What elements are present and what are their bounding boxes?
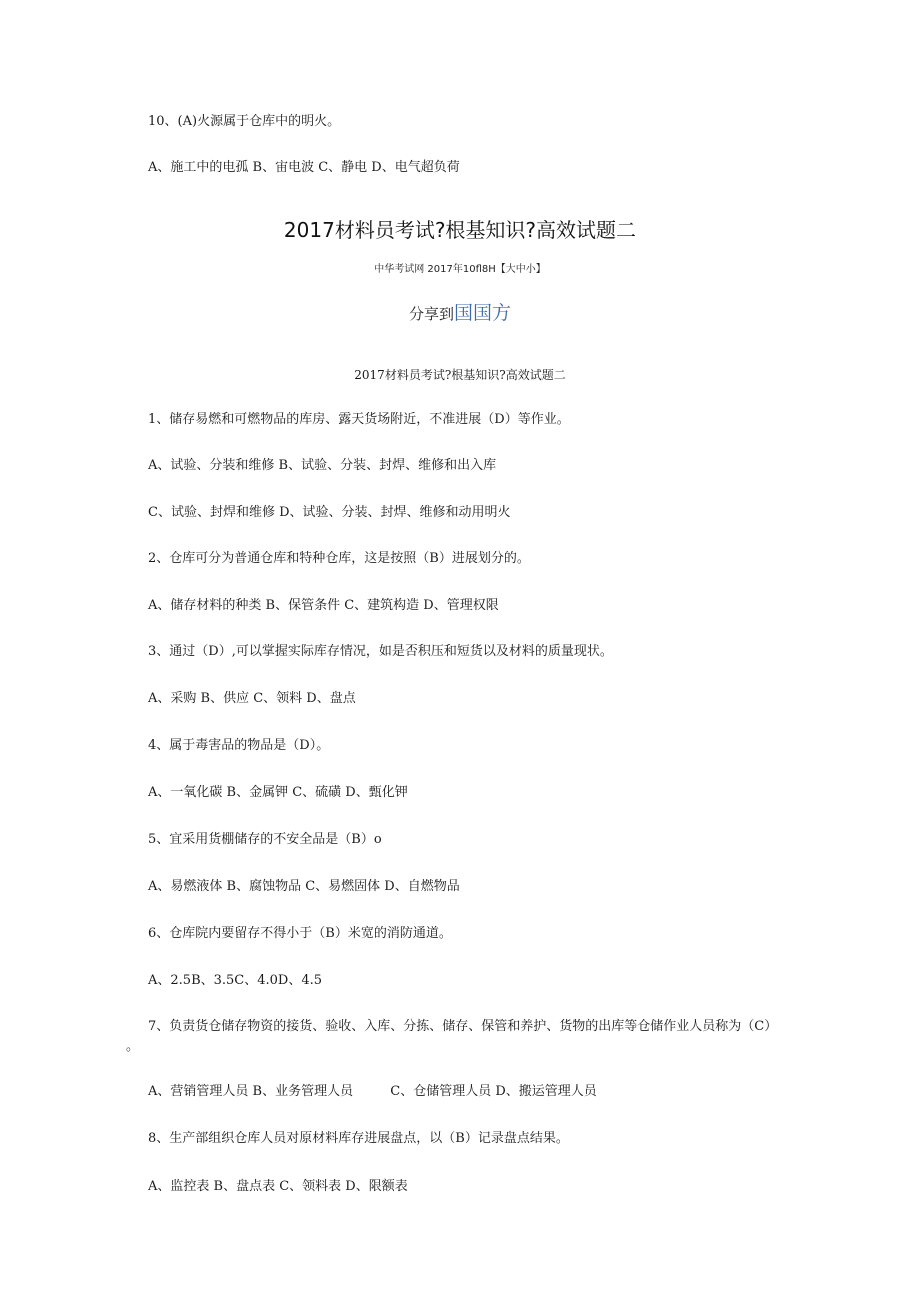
question-2: 2、仓库可分为普通仓库和特种仓库，这是按照（B）进展划分的。: [148, 551, 530, 566]
question-8: 8、生产部组织仓库人员对原材料库存进展盘点，以（B）记录盘点结果。: [148, 1131, 569, 1146]
share-bar: [0, 302, 920, 325]
share-label: 分享到: [408, 305, 454, 323]
article-subtitle: 2017材料员考试?根基知识?高效试题二: [354, 368, 566, 382]
article-meta: 中华考试网 2017年10fl8H【大中小】: [374, 264, 546, 275]
question-7: 7、负责货仓储存物资的接货、验收、入库、分拣、储存、保管和养护、货物的出库等仓储作业人员称为（C）: [148, 1019, 778, 1034]
question-5-options: A、易燃液体 B、腐蚀物品 C、易燃固体 D、自燃物品: [148, 879, 460, 894]
question-2-options: A、储存材料的种类 B、保管条件 C、建筑构造 D、管理权限: [148, 598, 499, 613]
question-4-options: A、一氧化碳 B、金属钾 C、硫磺 D、甄化钾: [148, 785, 408, 800]
question-4: 4、属于毒害品的物品是（D）。: [148, 738, 330, 753]
question-8-options: A、监控表 B、盘点表 C、领料表 D、限额表: [148, 1179, 408, 1194]
question-7-tail: 。: [126, 1039, 140, 1054]
question-10-options: A、施工中的电孤 B、宙电波 C、静电 D、电气超负荷: [148, 160, 460, 175]
article-title: 2017材料员考试?根基知识?高效试题二: [283, 218, 637, 242]
question-6-options: A、2.5B、3.5C、4.0D、4.5: [148, 973, 323, 988]
question-5: 5、宜采用货棚储存的不安全品是（B）o: [148, 832, 382, 847]
question-1-options-a: A、试验、分装和维修 B、试验、分装、封焊、维修和出入库: [148, 458, 497, 473]
question-3: 3、通过（D）,可以掌握实际库存情况，如是否积压和短货以及材料的质量现状。: [148, 644, 613, 659]
question-3-options: A、采购 B、供应 C、领料 D、盘点: [148, 691, 356, 706]
question-1-options-c: C、试验、封焊和维修 D、试验、分装、封焊、维修和动用明火: [148, 505, 511, 520]
share-links[interactable]: 国国方: [454, 302, 512, 324]
question-10: 10、(A)火源属于仓库中的明火。: [148, 114, 341, 129]
question-6: 6、仓库院内要留存不得小于（B）米宽的消防通道。: [148, 926, 452, 941]
question-1: 1、储存易燃和可燃物品的库房、露天货场附近，不准进展（D）等作业。: [148, 412, 570, 427]
question-7-options: A、营销管理人员 B、业务管理人员 C、仓储管理人员 D、搬运管理人员: [148, 1084, 597, 1099]
